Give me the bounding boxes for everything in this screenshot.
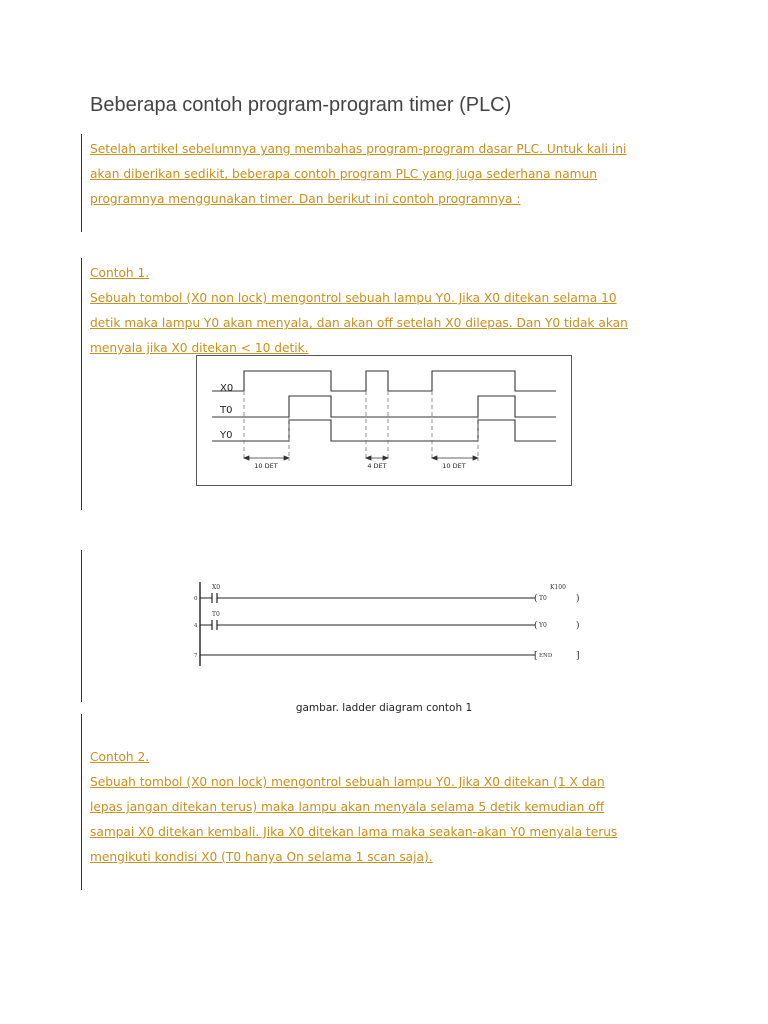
signal-label-y0: Y0 [220,430,233,441]
ladder-diagram [192,578,584,670]
signal-label-t0: T0 [220,405,233,416]
example1-paragraph[interactable] [90,261,690,361]
intro-paragraph[interactable] [90,137,690,212]
ladder-caption: gambar. ladder diagram contoh 1 [295,702,473,714]
coil-bracket: ( [534,594,538,604]
step-number: 4 [194,623,198,629]
intro-line[interactable]: Setelah artikel sebelumnya yang membahas program-program dasar PLC. Untuk kali ini [90,142,627,156]
coil-bracket: ] [576,651,580,661]
example1-line[interactable]: menyala jika X0 ditekan < 10 detik. [90,341,309,355]
example2-paragraph[interactable] [90,745,690,870]
coil-bracket: ) [576,621,580,631]
example1-line[interactable]: Sebuah tombol (X0 non lock) mengontrol sebuah lampu Y0. Jika X0 ditekan selama 10 [90,291,617,305]
page-title: Beberapa contoh program-program timer (PLC) [90,94,512,116]
intro-line[interactable]: akan diberikan sedikit, beberapa contoh program PLC yang juga sederhana namun [90,167,598,181]
coil-label-y0: Y0 [539,622,547,629]
example2-line[interactable]: lepas jangan ditekan terus) maka lampu akan menyala selama 5 detik kemudian off [90,800,605,814]
contact-label-x0: X0 [212,584,221,591]
coil-bracket: ( [534,621,538,631]
intro-line[interactable]: programnya menggunakan timer. Dan berikut ini contoh programnya : [90,192,521,206]
coil-bracket: [ [534,651,538,661]
step-number: 7 [194,653,198,659]
end-label: END [539,653,553,659]
example2-line[interactable]: mengikuti kondisi X0 (T0 hanya On selama 1 scan saja). [90,850,433,864]
step-number: 0 [194,596,198,602]
example1-line[interactable]: detik maka lampu Y0 akan menyala, dan akan off setelah X0 dilepas. Dan Y0 tidak akan [90,316,628,330]
quote-bar [81,714,82,890]
constant-label: K100 [550,584,566,591]
example2-heading[interactable]: Contoh 2. [90,750,150,764]
example1-heading[interactable]: Contoh 1. [90,266,150,280]
quote-bar [81,258,82,510]
example2-line[interactable]: Sebuah tombol (X0 non lock) mengontrol sebuah lampu Y0. Jika X0 ditekan (1 X dan [90,775,605,789]
contact-label-t0: T0 [212,611,220,618]
example2-line[interactable]: sampai X0 ditekan kembali. Jika X0 ditekan lama maka seakan-akan Y0 menyala terus [90,825,618,839]
coil-bracket: ) [576,594,580,604]
quote-bar [81,550,82,702]
duration-label: 10 DET [442,462,466,470]
duration-label: 10 DET [254,462,278,470]
signal-label-x0: X0 [220,383,234,394]
coil-label-t0: T0 [539,595,547,602]
quote-bar [81,134,82,232]
duration-label: 4 DET [367,462,387,470]
timing-diagram [196,355,572,486]
